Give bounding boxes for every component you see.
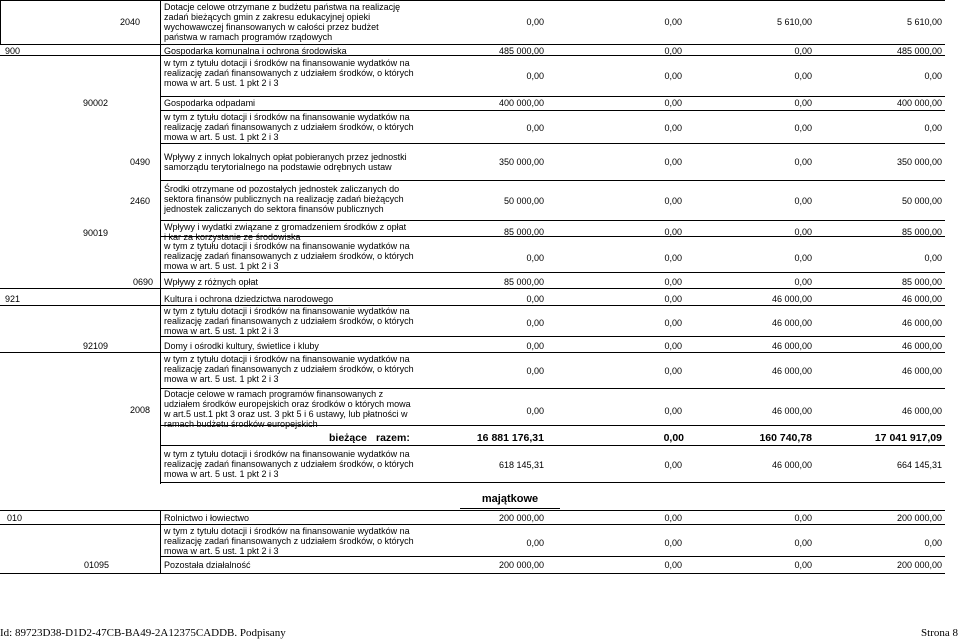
row-value-1: 0,00 <box>526 123 544 133</box>
totals-value-3: 160 740,78 <box>759 432 812 444</box>
row-value-3: 0,00 <box>794 277 812 287</box>
row-code: 92109 <box>83 341 109 351</box>
row-value-3: 5 610,00 <box>776 17 812 27</box>
row-value-2: 0,00 <box>664 513 682 523</box>
row-value-4: 46 000,00 <box>901 294 942 304</box>
row-code: 0690 <box>133 277 154 287</box>
row-value-1: 85 000,00 <box>503 227 544 237</box>
row-value-4: 400 000,00 <box>896 98 942 108</box>
row-value-2: 0,00 <box>664 71 682 81</box>
row-code: 2460 <box>129 196 151 206</box>
row-value-3: 46 000,00 <box>771 341 812 351</box>
row-code: 90002 <box>83 98 109 108</box>
row-code: 900 <box>5 46 21 56</box>
row-value-4: 46 000,00 <box>901 341 942 351</box>
row-value-3: 0,00 <box>794 227 812 237</box>
row-code: 0490 <box>129 157 151 167</box>
totals-value-1: 16 881 176,31 <box>476 432 544 444</box>
row-code: 010 <box>7 513 23 523</box>
totals-value-2: 0,00 <box>663 432 684 444</box>
row-value-2: 0,00 <box>664 98 682 108</box>
row-value-2: 0,00 <box>664 46 682 56</box>
row-value-2: 0,00 <box>664 560 682 570</box>
row-description: Środki otrzymane od pozostałych jednostek zaliczanych do sektora finansów publicznych na realizację zadań bieżących jednostek zaliczanych do sektora finansów publicznych <box>164 184 404 214</box>
row-description: Rolnictwo i łowiectwo <box>164 513 250 523</box>
row-code: 01095 <box>84 560 110 570</box>
row-value-1: 618 145,31 <box>498 460 544 470</box>
totals-type-label: bieżące <box>329 432 367 444</box>
row-code: 2008 <box>129 405 151 415</box>
row-value-2: 0,00 <box>664 253 682 263</box>
row-value-3: 0,00 <box>794 71 812 81</box>
row-value-2: 0,00 <box>664 277 682 287</box>
row-value-4: 0,00 <box>924 253 942 263</box>
row-description: Gospodarka komunalna i ochrona środowiska <box>164 46 347 56</box>
row-value-3: 46 000,00 <box>771 406 812 416</box>
section-title: majątkowe <box>481 493 539 505</box>
row-value-1: 0,00 <box>526 366 544 376</box>
row-value-1: 50 000,00 <box>503 196 544 206</box>
row-value-3: 46 000,00 <box>771 460 812 470</box>
document-id: Id: 89723D38-D1D2-47CB-BA49-2A12375CADDB. Podpisany <box>0 627 286 639</box>
row-value-3: 0,00 <box>794 98 812 108</box>
row-code: 921 <box>5 294 21 304</box>
row-value-4: 200 000,00 <box>896 513 942 523</box>
row-description: Dotacje celowe otrzymane z budżetu państwa na realizację zadań bieżących gmin z zakresu edukacyjnej opieki wychowawczej finansowanych w całości przez budżet państwa w ramach programów rządowych <box>164 2 401 42</box>
row-value-4: 200 000,00 <box>896 560 942 570</box>
row-value-1: 0,00 <box>526 341 544 351</box>
row-value-3: 0,00 <box>794 196 812 206</box>
row-description: w tym z tytułu dotacji i środków na finansowanie wydatków na realizację zadań finansowanych z udziałem środków, o których mowa w art. 5 ust. 1 pkt 2 i 3 <box>164 449 414 479</box>
row-value-1: 85 000,00 <box>503 277 544 287</box>
row-value-1: 0,00 <box>526 538 544 548</box>
row-value-3: 0,00 <box>794 123 812 133</box>
row-description: w tym z tytułu dotacji i środków na finansowanie wydatków na realizację zadań finansowanych z udziałem środków, o których mowa w art. 5 ust. 1 pkt 2 i 3 <box>164 58 414 88</box>
row-value-2: 0,00 <box>664 366 682 376</box>
row-value-2: 0,00 <box>664 17 682 27</box>
row-value-2: 0,00 <box>664 341 682 351</box>
row-value-3: 0,00 <box>794 157 812 167</box>
row-value-4: 50 000,00 <box>901 196 942 206</box>
page-number: Strona 8 <box>921 627 958 639</box>
row-description: Domy i ośrodki kultury, świetlice i kluby <box>164 341 319 351</box>
row-description: Gospodarka odpadami <box>164 98 256 108</box>
row-description: Wpływy z innych lokalnych opłat pobieranych przez jednostki samorządu terytorialnego na podstawie odrębnych ustaw <box>164 152 407 172</box>
totals-value-4: 17 041 917,09 <box>874 432 942 444</box>
row-value-4: 0,00 <box>924 538 942 548</box>
row-code: 90019 <box>83 228 109 238</box>
row-value-4: 350 000,00 <box>896 157 942 167</box>
row-description: Wpływy i wydatki związane z gromadzeniem środków z opłat i kar za korzystanie ze środowiska <box>164 222 407 242</box>
row-value-2: 0,00 <box>664 227 682 237</box>
row-value-1: 350 000,00 <box>498 157 544 167</box>
row-value-4: 5 610,00 <box>906 17 942 27</box>
row-description: w tym z tytułu dotacji i środków na finansowanie wydatków na realizację zadań finansowanych z udziałem środków, o których mowa w art. 5 ust. 1 pkt 2 i 3 <box>164 526 414 556</box>
row-value-4: 85 000,00 <box>901 277 942 287</box>
row-value-2: 0,00 <box>664 318 682 328</box>
row-value-2: 0,00 <box>664 294 682 304</box>
row-value-4: 46 000,00 <box>901 318 942 328</box>
row-value-4: 664 145,31 <box>896 460 942 470</box>
row-value-1: 200 000,00 <box>498 513 544 523</box>
row-value-1: 0,00 <box>526 294 544 304</box>
row-value-1: 0,00 <box>526 71 544 81</box>
row-value-1: 0,00 <box>526 318 544 328</box>
row-value-4: 0,00 <box>924 71 942 81</box>
row-value-3: 0,00 <box>794 538 812 548</box>
row-value-1: 0,00 <box>526 17 544 27</box>
row-value-3: 0,00 <box>794 253 812 263</box>
row-value-2: 0,00 <box>664 460 682 470</box>
row-value-3: 46 000,00 <box>771 366 812 376</box>
row-value-2: 0,00 <box>664 538 682 548</box>
row-value-1: 0,00 <box>526 253 544 263</box>
row-code: 2040 <box>119 17 141 27</box>
row-value-4: 485 000,00 <box>896 46 942 56</box>
row-value-4: 46 000,00 <box>901 366 942 376</box>
row-value-3: 46 000,00 <box>771 294 812 304</box>
row-description: w tym z tytułu dotacji i środków na finansowanie wydatków na realizację zadań finansowanych z udziałem środków, o których mowa w art. 5 ust. 1 pkt 2 i 3 <box>164 354 414 384</box>
row-value-3: 0,00 <box>794 560 812 570</box>
row-description: w tym z tytułu dotacji i środków na finansowanie wydatków na realizację zadań finansowanych z udziałem środków, o których mowa w art. 5 ust. 1 pkt 2 i 3 <box>164 112 414 142</box>
row-value-2: 0,00 <box>664 123 682 133</box>
row-description: Kultura i ochrona dziedzictwa narodowego <box>164 294 334 304</box>
row-value-1: 0,00 <box>526 406 544 416</box>
row-value-2: 0,00 <box>664 406 682 416</box>
row-value-2: 0,00 <box>664 196 682 206</box>
totals-sum-label: razem: <box>376 432 410 444</box>
row-value-2: 0,00 <box>664 157 682 167</box>
row-value-1: 485 000,00 <box>498 46 544 56</box>
row-value-4: 85 000,00 <box>901 227 942 237</box>
row-description: Wpływy z różnych opłat <box>164 277 259 287</box>
row-value-3: 0,00 <box>794 513 812 523</box>
row-value-1: 200 000,00 <box>498 560 544 570</box>
row-value-1: 400 000,00 <box>498 98 544 108</box>
row-description: w tym z tytułu dotacji i środków na finansowanie wydatków na realizację zadań finansowanych z udziałem środków, o których mowa w art. 5 ust. 1 pkt 2 i 3 <box>164 241 414 271</box>
row-description: Pozostała działalność <box>164 560 251 570</box>
row-description: Dotacje celowe w ramach programów finansowanych z udziałem środków europejskich oraz środków o których mowa w art.5 ust.1 pkt 3 oraz ust. 3 pkt 5 i 6 ustawy, lub płatności w ramach budżetu środków europejskich <box>164 389 411 429</box>
row-value-4: 0,00 <box>924 123 942 133</box>
row-value-3: 46 000,00 <box>771 318 812 328</box>
row-value-3: 0,00 <box>794 46 812 56</box>
row-description: w tym z tytułu dotacji i środków na finansowanie wydatków na realizację zadań finansowanych z udziałem środków, o których mowa w art. 5 ust. 1 pkt 2 i 3 <box>164 306 414 336</box>
row-value-4: 46 000,00 <box>901 406 942 416</box>
